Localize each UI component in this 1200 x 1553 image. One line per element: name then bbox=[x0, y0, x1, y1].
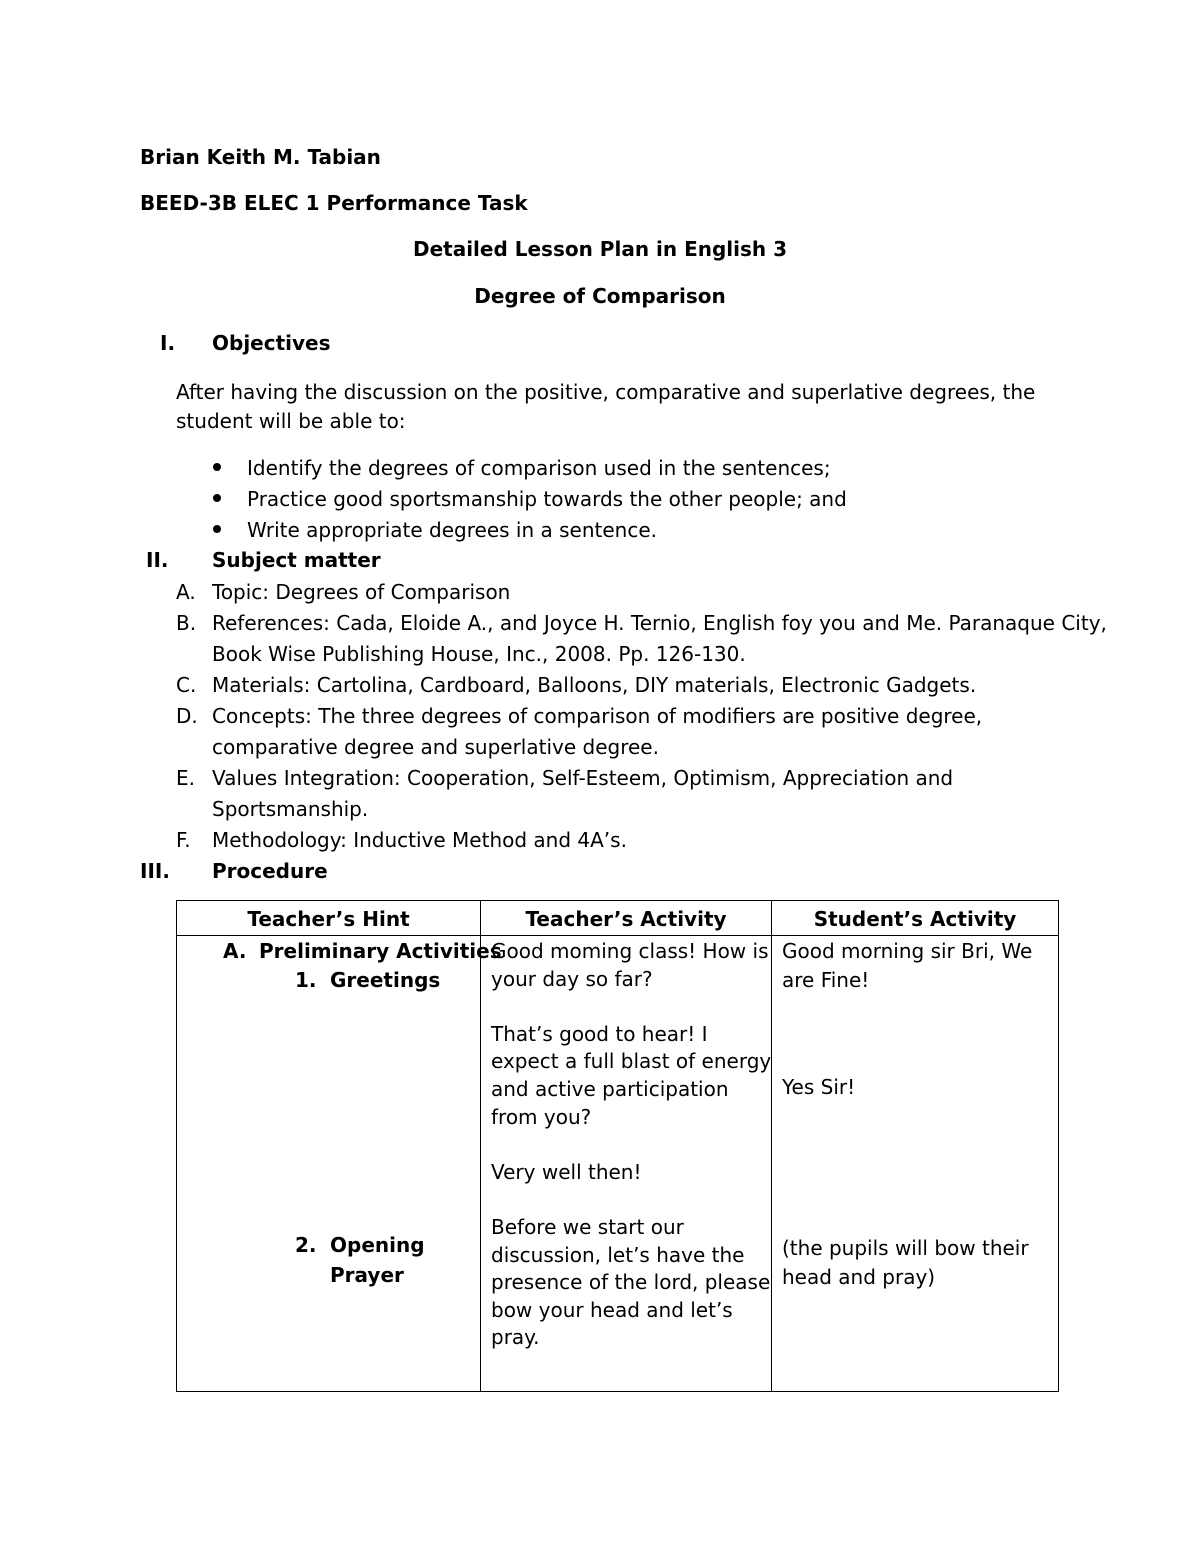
teacher-activity-line: discussion, let’s have the bbox=[491, 1242, 745, 1267]
teacher-activity-line: Good moming class! How is bbox=[491, 939, 769, 963]
teacher-activity-line: pray. bbox=[491, 1325, 540, 1350]
bullet-icon bbox=[213, 525, 221, 533]
students-activity-cell bbox=[772, 936, 1059, 1392]
procedure-table bbox=[176, 900, 1059, 1392]
hint-step-number: 1. bbox=[295, 968, 317, 992]
student-response: Good morning sir Bri, We bbox=[782, 939, 1033, 963]
subject-item-text: Values Integration: Cooperation, Self-Esteem, Optimism, Appreciation and bbox=[212, 766, 954, 790]
bullet-icon bbox=[213, 463, 221, 471]
hint-step-opening-prayer: Prayer bbox=[330, 1263, 404, 1287]
teacher-activity-line: and active participation bbox=[491, 1077, 729, 1101]
column-header-students-activity: Student’s Activity bbox=[772, 901, 1059, 936]
objective-item: Identify the degrees of comparison used in the sentences; bbox=[247, 456, 831, 480]
bullet-icon bbox=[213, 494, 221, 502]
teacher-activity-line: presence of the lord, please bbox=[491, 1270, 771, 1295]
column-header-teachers-hint: Teacher’s Hint bbox=[177, 901, 481, 936]
teacher-activity-line: That’s good to hear! I bbox=[491, 1021, 708, 1046]
subject-item-text: Methodology: Inductive Method and 4A’s. bbox=[212, 828, 627, 852]
hint-step-greetings: Greetings bbox=[330, 968, 441, 992]
teacher-activity-line: your day so far? bbox=[491, 966, 653, 991]
subject-item-text: Topic: Degrees of Comparison bbox=[212, 580, 511, 604]
subject-item-text: Sportsmanship. bbox=[212, 797, 369, 821]
teachers-hint-cell bbox=[177, 936, 502, 1392]
student-response: Yes Sir! bbox=[782, 1075, 856, 1099]
subject-item-letter: F. bbox=[176, 828, 191, 852]
teacher-activity-line: from you? bbox=[491, 1104, 592, 1129]
subject-item-letter: D. bbox=[176, 704, 198, 728]
teacher-activity-line: Very well then! bbox=[491, 1159, 642, 1184]
section-heading-objectives: Objectives bbox=[212, 331, 331, 355]
subject-item-text: Materials: Cartolina, Cardboard, Balloons, DIY materials, Electronic Gadgets. bbox=[212, 673, 977, 697]
document-subtitle: Degree of Comparison bbox=[474, 284, 726, 308]
subject-item-text: Book Wise Publishing House, Inc., 2008. Pp. 126-130. bbox=[212, 642, 746, 666]
section-numeral-objectives: I. bbox=[160, 331, 176, 355]
teacher-activity-line: bow your head and let’s bbox=[491, 1297, 733, 1322]
subject-item-text: References: Cada, Eloide A., and Joyce H. Ternio, English foy you and Me. Paranaque City, bbox=[212, 611, 1107, 635]
student-response: (the pupils will bow their bbox=[782, 1236, 1029, 1260]
student-response: are Fine! bbox=[782, 968, 870, 992]
author-name: Brian Keith M. Tabian bbox=[140, 145, 381, 169]
table-row bbox=[177, 936, 1059, 1392]
subject-item-letter: A. bbox=[176, 580, 196, 604]
hint-step-opening-prayer: Opening bbox=[330, 1233, 425, 1257]
teacher-activity-line: expect a full blast of energy bbox=[491, 1049, 772, 1074]
teacher-activity-line: Before we start our bbox=[491, 1215, 684, 1239]
hint-section-title: Preliminary Activities bbox=[259, 939, 502, 963]
objectives-intro-line1: After having the discussion on the positive, comparative and superlative degrees, the bbox=[176, 380, 1036, 404]
hint-section-letter: A. bbox=[223, 939, 247, 963]
subject-item-letter: E. bbox=[176, 766, 195, 790]
section-numeral-subject-matter: II. bbox=[146, 548, 169, 572]
column-header-teachers-activity: Teacher’s Activity bbox=[481, 901, 772, 936]
section-heading-procedure: Procedure bbox=[212, 859, 328, 883]
document-title: Detailed Lesson Plan in English 3 bbox=[412, 237, 788, 261]
subject-item-text: Concepts: The three degrees of comparison of modifiers are positive degree, bbox=[212, 704, 983, 728]
course-line: BEED-3B ELEC 1 Performance Task bbox=[140, 191, 528, 215]
section-heading-subject-matter: Subject matter bbox=[212, 548, 381, 572]
section-numeral-procedure: III. bbox=[140, 859, 170, 883]
objective-item: Write appropriate degrees in a sentence. bbox=[247, 518, 658, 542]
objective-item: Practice good sportsmanship towards the other people; and bbox=[247, 487, 847, 511]
hint-step-number: 2. bbox=[295, 1233, 317, 1257]
subject-item-letter: B. bbox=[176, 611, 197, 635]
subject-item-text: comparative degree and superlative degree. bbox=[212, 735, 659, 759]
subject-item-letter: C. bbox=[176, 673, 197, 697]
table-header-row bbox=[177, 901, 1059, 936]
student-response: head and pray) bbox=[782, 1265, 936, 1289]
objectives-intro-line2: student will be able to: bbox=[176, 409, 406, 433]
teachers-activity-cell bbox=[481, 936, 772, 1392]
